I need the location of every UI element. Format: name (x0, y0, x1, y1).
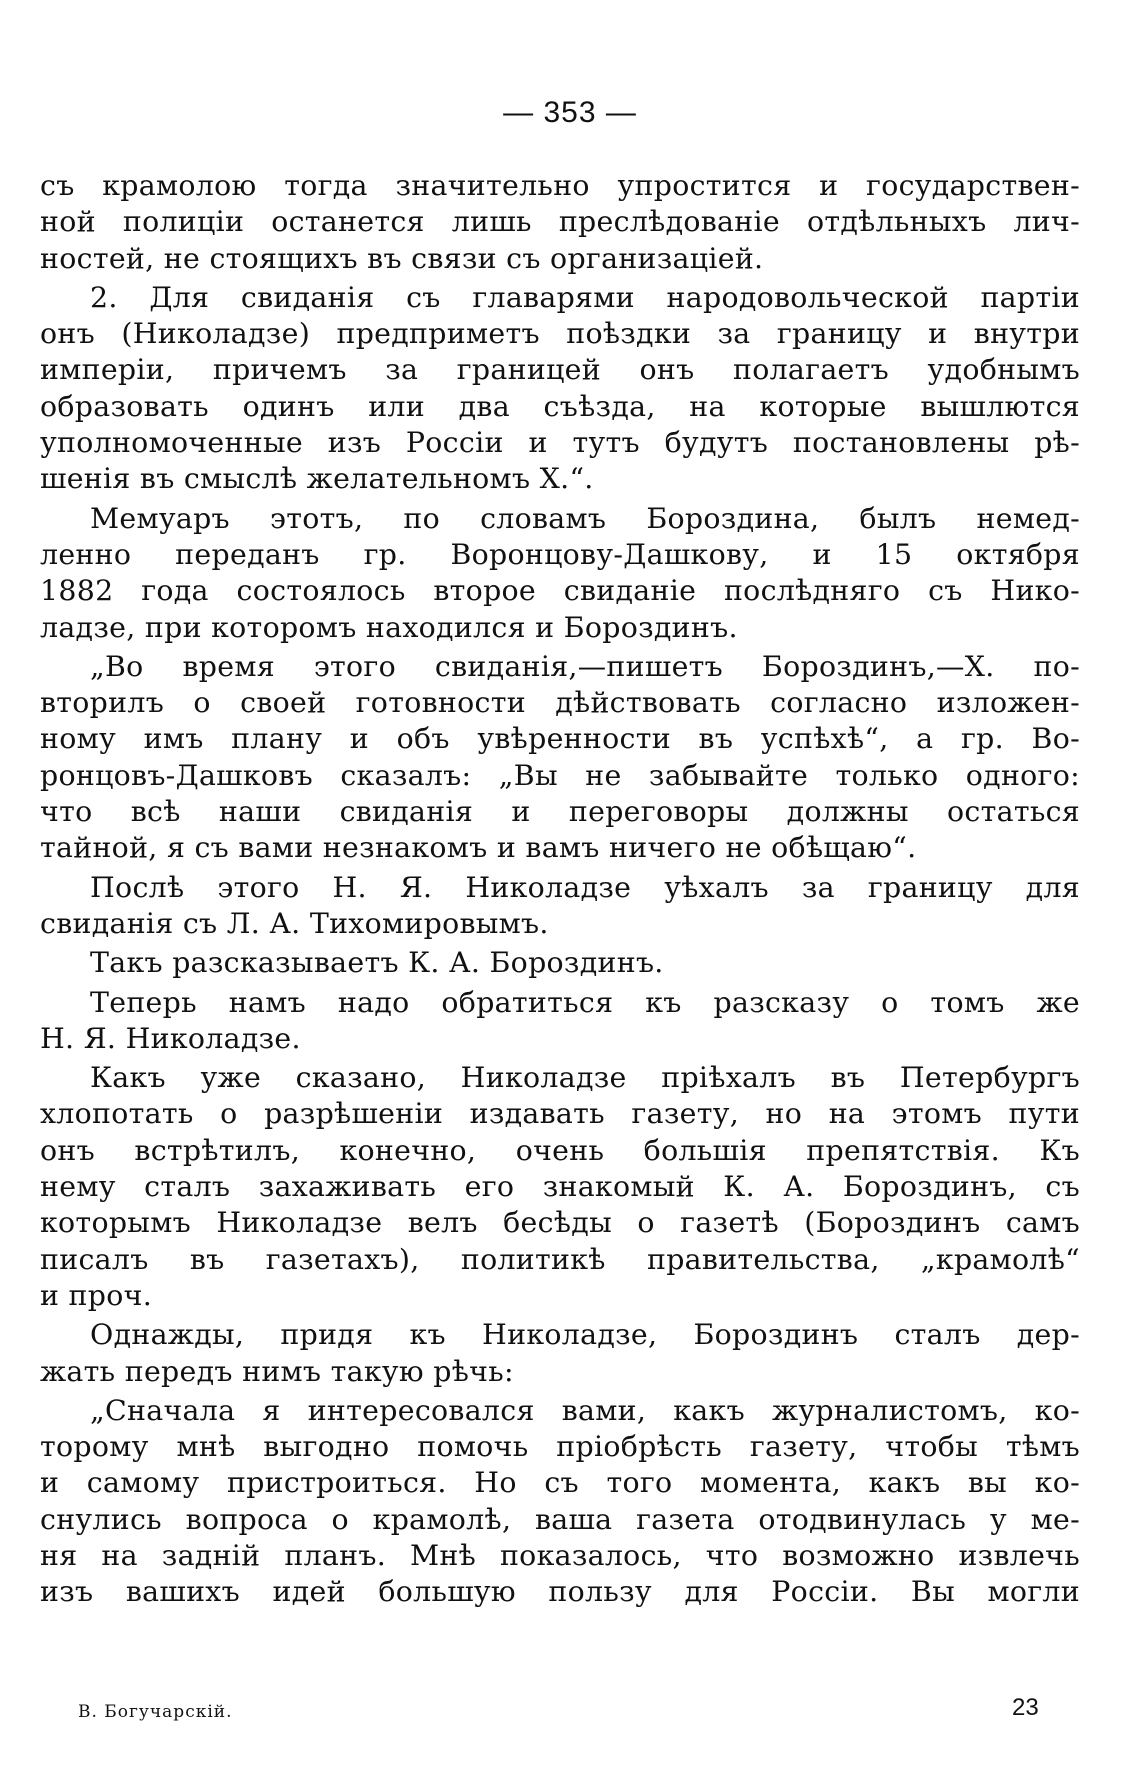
paragraph-5 (40, 870, 1080, 943)
text-line: Теперь намъ надо обратиться къ разсказу о томъ же (90, 985, 1080, 1019)
text-line: уполномоченные изъ Россіи и тутъ будутъ постановлены рѣ- (40, 426, 1080, 460)
paragraph-1 (40, 168, 1080, 277)
text-line: изъ вашихъ идей большую пользу для Россіи. Вы могли (40, 1575, 1080, 1609)
paragraph-3 (40, 501, 1080, 646)
text-line: свиданія съ Л. А. Тихомировымъ. (40, 906, 549, 940)
paragraph-7 (40, 985, 1080, 1058)
text-line: образовать одинъ или два съѣзда, на которые вышлются (40, 389, 1080, 423)
text-line: ленно переданъ гр. Воронцову-Дашкову, и 15 октября (40, 537, 1080, 571)
text-line: Однажды, придя къ Николадзе, Бороздинъ сталъ дер- (90, 1318, 1080, 1352)
text-line: имперіи, причемъ за границей онъ полагаетъ удобнымъ (40, 353, 1080, 387)
paragraph-4 (40, 649, 1080, 867)
page-footer (0, 1694, 1140, 1724)
text-line: Мемуаръ этотъ, по словамъ Бороздина, былъ немед- (90, 501, 1080, 535)
paragraph-6 (40, 945, 1080, 981)
paragraph-8 (40, 1060, 1080, 1314)
text-line: ному имъ плану и объ увѣренности въ успѣхѣ“, а гр. Во- (40, 722, 1080, 756)
text-line: шенія въ смыслѣ желательномъ Х.“. (40, 462, 594, 496)
text-line: ронцовъ-Дашковъ сказалъ: „Вы не забывайте только одного: (40, 758, 1080, 792)
text-line: и проч. (40, 1278, 153, 1312)
text-line: 2. Для свиданія съ главарями народовольческой партіи (90, 280, 1080, 314)
text-line: Послѣ этого Н. Я. Николадзе уѣхалъ за границу для (90, 870, 1080, 904)
text-line: 1882 года состоялось второе свиданіе послѣдняго съ Нико- (40, 574, 1080, 608)
paragraph-2 (40, 280, 1080, 498)
text-line: и самому пристроиться. Но съ того момента, какъ вы ко- (40, 1466, 1080, 1500)
text-line: „Сначала я интересовался вами, какъ журналистомъ, ко- (90, 1393, 1080, 1427)
text-line: ладзе, при которомъ находился и Бороздинъ. (40, 610, 738, 644)
text-line: ностей, не стоящихъ въ связи съ организаціей. (40, 241, 764, 275)
printer-signature: 23 (1012, 1694, 1039, 1721)
footer-author: В. Богучарскій. (78, 1702, 233, 1722)
text-line: Такъ разсказываетъ К. А. Бороздинъ. (90, 946, 664, 980)
text-line: писалъ въ газетахъ), политикѣ правительства, „крамолѣ“ (40, 1242, 1080, 1276)
text-line: которымъ Николадзе велъ бесѣды о газетѣ (Бороздинъ самъ (40, 1206, 1080, 1240)
text-line: ня на задній планъ. Мнѣ показалось, что возможно извлечь (40, 1538, 1080, 1572)
text-line: жать передъ нимъ такую рѣчь: (40, 1354, 514, 1388)
text-line: онъ встрѣтилъ, конечно, очень большія препятствія. Къ (40, 1133, 1080, 1167)
text-line: тайной, я съ вами незнакомъ и вамъ ничего не обѣщаю“. (40, 831, 917, 865)
text-line: снулись вопроса о крамолѣ, ваша газета отодвинулась у ме- (40, 1502, 1080, 1536)
text-line: ной полиціи останется лишь преслѣдованіе отдѣльныхъ лич- (40, 205, 1080, 239)
text-line: онъ (Николадзе) предприметъ поѣздки за границу и внутри (40, 317, 1080, 351)
paragraph-9 (40, 1317, 1080, 1390)
text-line: съ крамолою тогда значительно упростится и государствен- (40, 169, 1080, 202)
text-line: вторилъ о своей готовности дѣйствовать согласно изложен- (40, 686, 1080, 720)
text-line: Какъ уже сказано, Николадзе пріѣхалъ въ Петербургъ (90, 1061, 1080, 1095)
text-line: что всѣ наши свиданія и переговоры должны остаться (40, 795, 1080, 829)
paragraph-10 (40, 1393, 1080, 1611)
text-line: „Во время этого свиданія,—пишетъ Бороздинъ,—Х. по- (90, 649, 1080, 683)
text-line: Н. Я. Николадзе. (40, 1021, 301, 1055)
text-line: торому мнѣ выгодно помочь пріобрѣсть газету, чтобы тѣмъ (40, 1430, 1080, 1464)
text-body (40, 168, 1080, 1614)
page-number: — 353 — (503, 96, 637, 129)
text-line: нему сталъ захаживать его знакомый К. А. Бороздинъ, съ (40, 1170, 1080, 1204)
text-line: хлопотать о разрѣшеніи издавать газету, но на этомъ пути (40, 1097, 1080, 1131)
